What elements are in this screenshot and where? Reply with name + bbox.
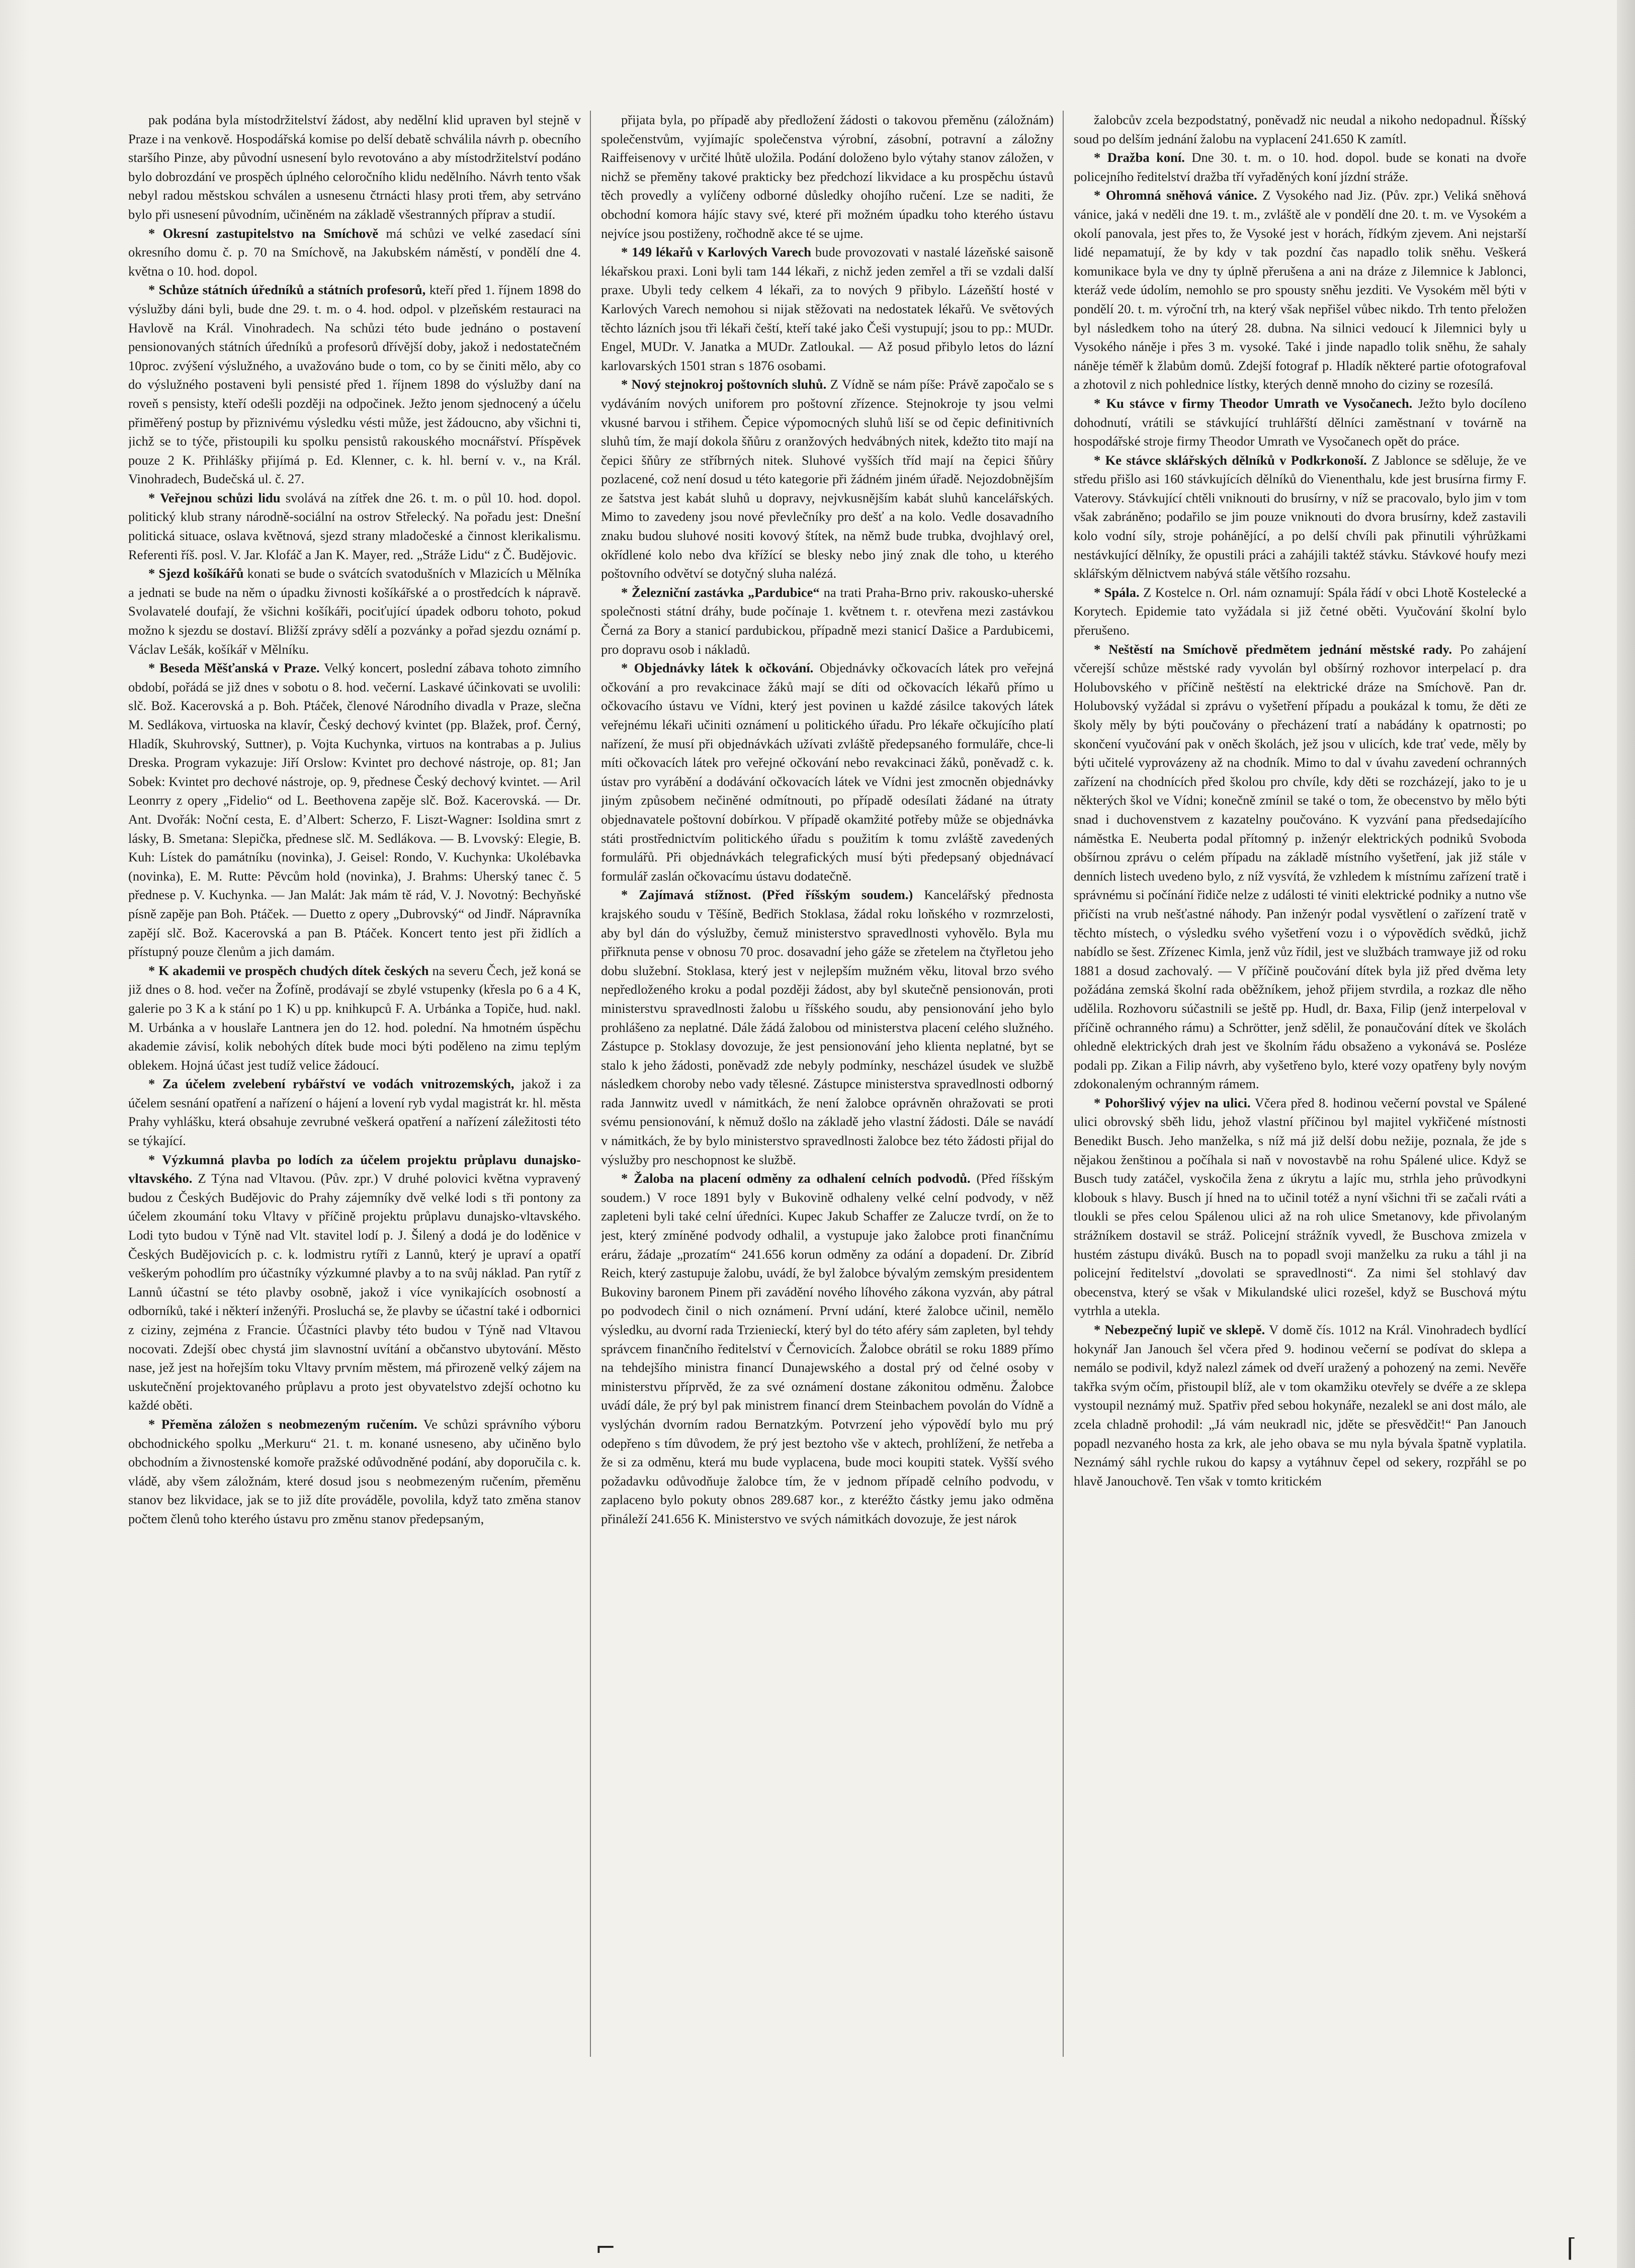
article-paragraph	[128, 1075, 581, 1150]
article-paragraph	[1074, 186, 1526, 394]
article-paragraph	[1074, 111, 1526, 148]
article-paragraph	[128, 111, 581, 224]
article-heading: * Nebezpečný lupič ve sklepě.	[1094, 1322, 1265, 1337]
article-text: Z Týna nad Vltavou. (Pův. zpr.) V druhé polovici května vypravený budou z Českých Budějovic do Prahy zájemníky dvě velké lodi s tři pontony za účelem zkoumání toku Vltavy v příčině projektu průplavu dunajsko-vltavského. Lodi tyto budou v Týně nad Vlt. stavitel lodí p. J. Šilený a dodá je do loděnice v Českých Budějovicích p. c. k. lodmistru rytíři z Lannů, který je upraví a opatří veškerým pohodlím pro účastníky výzkumné plavby a to na svůj náklad. Pan rytíř z Lannů účastní se této plavby osobně, jakož i více vynikajících osobností a odborníků, také i některí inženýři. Prosluchá se, že plavby se účastní také i odbornici z ciziny, zejména z Francie. Účastníci plavby této budou v Týně nad Vltavou nocovati. Zdejší obec chystá jim slavnostní uvítání a občanstvo ubytování. Město nase, jež jest na hořejším toku Vltavy prvním městem, má přirozeně velký zájem na uskutečnění projektovaného průplavu a proto jest obyvatelstvo zdejší ochotno ku každé oběti.	[128, 1171, 581, 1413]
column-divider-2	[1063, 111, 1064, 2057]
article-text: V domě čís. 1012 na Král. Vinohradech bydlící hokynář Jan Janouch šel včera před 9. hodinou večerní se podívat do sklepa a nemálo se podivil, když nalezl zámek od dveří uražený a pohozený na zemi. Nevěře takřka svým očím, přistoupil blíž, ale v tom okamžiku otevřely se dvéře a ze sklepa vystoupil neznámý muž. Spatřiv před sebou hokynáře, nezalekl se ani dost málo, ale zcela chladně prohodil: „Já vám neukradl nic, jděte se přesvědčit!“ Pan Janouch popadl nezvaného hosta za krk, ale jeho obava se mu nyla bývala špatně vyplatila. Neznámý sáhl rychle rukou do kapsy a vytáhnuv čepel od sekery, rozpřáhl se po hlavě Janouchově. Ten však v tomto kritickém	[1074, 1322, 1526, 1489]
article-heading: * Výzkumná plavba po lodích za účelem projektu průplavu dunajsko-vltavského.	[128, 1152, 581, 1186]
page-right-edge	[1617, 0, 1635, 2268]
article-heading: * Nový stejnokroj poštovních sluhů.	[621, 377, 827, 392]
article-paragraph	[128, 564, 581, 659]
article-paragraph	[1074, 394, 1526, 451]
article-paragraph	[128, 1415, 581, 1529]
article-text: má schůzi ve velké zasedací síni okresního domu č. p. 70 na Smíchově, na Jakubském náměstí, v pondělí dne 4. května o 10. hod. dopol.	[128, 225, 581, 279]
article-paragraph	[601, 111, 1054, 243]
article-heading: * Okresní zastupitelstvo na Smíchově	[148, 225, 379, 241]
text-column-1	[128, 111, 581, 2057]
article-text: pak podána byla místodržitelství žádost, aby nedělní klid upraven byl stejně v Praze i na venkově. Hospodářská komise po delší debatě schválila návrh p. obecního staršího Pinze, aby původní usnesení bylo revotováno a aby místodržitelství podáno bylo dobrozdání ve prospěch úplného celoročního klidu nedělního. Návrh tento však nebyl radou městskou schválen a usnesenu čtrnácti hlasy proti třem, aby setrváno bylo při usnesení původním, učiněném na základě všestranných příprav a studií.	[128, 112, 581, 222]
article-paragraph	[1074, 1321, 1526, 1491]
text-column-3	[1074, 111, 1526, 2057]
article-heading: * K akademii ve prospěch chudých dítek českých	[148, 963, 429, 978]
article-paragraph	[128, 489, 581, 564]
page-left-shadow	[0, 0, 30, 2268]
article-heading: * Železniční zastávka „Pardubice“	[621, 584, 820, 600]
article-paragraph	[128, 962, 581, 1075]
article-text: jakož i za účelem sesnání opatření a nařízení o hájení a lovení ryb vydal magistrát kr. hl. města Prahy vyhlášku, která obsahuje zevrubné veškerá opatření a nařízení záležitosti této se týkající.	[128, 1076, 581, 1149]
article-heading: * Za účelem zvelebení rybářství ve vodách vnitrozemských,	[148, 1076, 514, 1092]
article-text: přijata byla, po případě aby předložení žádosti o takovou přeměnu (záložnám) společenstvům, vyjímajíc společenstva výrobní, zásobní, potravní a záložny Raiffeisenovy v určité lhůtě uložila. Podání doloženo bylo výtahy stanov záložen, v nichž se přeměny takové prakticky bez předchozí likvidace a ku prospěchu ústavů těch provedly a vylíčeny odborné důsledky ohojího ručení. Lze se naditi, že obchodní komora hájíc stavy své, které při možném úpadku toho kterého ústavu nejvíce jsou postiženy, ročhodně akce té se ujme.	[601, 112, 1054, 241]
article-text: svolává na zítřek dne 26. t. m. o půl 10. hod. dopol. politický klub strany národně-sociální na ostrov Střelecký. Na pořadu jest: Dnešní politická situace, oslava květnová, sjezd strany mladočeské a činnost klerikalismu. Referenti říš. posl. V. Jar. Klofáč a Jan K. Mayer, red. „Stráže Lidu“ z Č. Budějovic.	[128, 490, 581, 562]
article-text: Včera před 8. hodinou večerní povstal ve Spálené ulici obrovský sběh lidu, jehož vlastní příčinou byl majitel vykřičené místnosti Benedikt Busch. Jeho manželka, s níž má již delší dobu nežije, poznala, že jde s nějakou ženštinou a počíhala si naň v novostavbě na rohu Spálené ulice. Když se Busch tudy zatáčel, vyskočila žena z úkrytu a lajíc mu, strhla jeho průvodkyni klobouk s hlavy. Busch jí hned na to učinil totéž a nyní všichni tři se začali rváti a tloukli se přes celou Spálenou ulici až na roh ulice Smetanovy, kde přivolaným strážníkem dostavil se stráž. Policejní strážník vyvedl, že Buschova zmizela v hustém zástupu diváků. Busch na to popadl svoji manželku za ruku a táhl ji na policejní ředitelství „dovolati se spravedlnosti“. Za nimi šel stohlavý dav obecenstva, který se však v Mikulandské ulici rozešel, když se Buschová mýtu vytrhla a utekla.	[1074, 1095, 1526, 1319]
article-heading: * Pohoršlivý výjev na ulici.	[1094, 1095, 1251, 1110]
article-paragraph	[128, 659, 581, 962]
article-paragraph	[601, 886, 1054, 1169]
article-paragraph	[128, 224, 581, 281]
article-heading: * Ke stávce sklářských dělníků v Podkrkonoší.	[1094, 452, 1367, 468]
article-paragraph	[1074, 1094, 1526, 1321]
article-text: (Před říšským soudem.) V roce 1891 byly v Bukovině odhaleny velké celní podvody, v něž zapleteni byli také celní úředníci. Kupec Jakub Schaffer ze Zalucze tvrdí, on že to jest, který zmíněné podvody odhalil, a vystupuje jako žalobce proti finančnímu eráru, žádaje „prozatím“ 241.656 korun odměny za odání a dopadení. Dr. Zibríd Reich, který zastupuje žalobu, uvádí, že byl žalobce bývalým zemským presidentem Bukoviny baronem Pinem při zavádění nového líhového zákona vyzván, aby pátral po podvodech činil o nich oznámení. První udání, které žalobce učinil, nemělo výsledku, au dvorní rada Trzienieckí, který byl do této aféry sám zapleten, byl tehdy správcem finančního ředitelství v Černovicích. Žalobce obrátil se roku 1889 přímo na tehdejšího ministra financí Dunajewského a dostal prý od čelné osoby v ministerstvu příprvěd, že za své oznámení dostane zákonitou odměnu. Žalobce uvádí dále, že prý byl pak ministrem financí drem Steinbachem povolán do Vídně a vyslýchán dvorním radou Bernatzkým. Potvrzení jeho výpovědí bylo mu prý odepřeno s tím důvodem, že prý jest beztoho vše v aktech, prohlížení, že netřeba a že si za odměnu, která mu bude vyplacena, bude moci koupiti statek. Vyšší svého požadavku odůvodňuje žalobce tím, že v jednom případě celního podvodu, v zaplaceno bylo pokuty obnos 289.687 kor., z kteréžto částky jemu jako odměna přináleží 241.656 K. Ministerstvo ve svých námitkách dovozuje, že jest nárok	[601, 1171, 1054, 1526]
article-paragraph	[128, 1151, 581, 1415]
article-text: žalobcův zcela bezpodstatný, poněvadž nic neudal a nikoho nedopadnul. Říšský soud po delším jednání žalobu na vyplacení 241.650 K zamítl.	[1074, 112, 1526, 146]
article-text: Po zahájení včerejší schůze městské rady vyvolán byl obšírný rozhovor interpelací p. dra Holubovského v příčině neštěstí na elektrické dráze na Smíchově. Pan dr. Holubovský vyžádal si zprávu o vyšetření případu a poukázal k tomu, že děti ze školy měly by býti poučovány o přecházení tratí a nabádány k opatrnosti; po skončení vyučování pak v oněch školách, jež jsou v ulicích, kde trať vede, měly by býti učitelé vyprovázeny až na chodník. Mimo to dal v úvahu zavedení ochranných zařízení na chodnících před školou pro chvíle, kdy děti se rozcházejí, jako to je u některých škol ve Vídni; konečně zmínil se také o tom, že obecenstvo by mělo býti snad i duchovenstvem z kazatelny poučováno. K vyzvání pana předsedajícího náměstka E. Neuberta podal přítomný p. inženýr elektrických podniků Svoboda obšírnou zprávu o celém případu na základě místního vyšetření, jak již stále v denních listech uvedeno bylo, z níž vysvítá, že vzhledem k místnímu zařízení tratě i správnému si počínání řidiče nelze z události té viniti elektrické podniky a nutno vše přičísti na vrub nešťastné náhody. Pan inženýr podal vysvětlení o zařízení tratě v těchto místech, o výsledku svého vyšetření vozu i o výpovědích svědků, jichž nabídlo se šest. Zřízenec Kimla, jenž vůz řídil, jest ve službách tramwaye již od roku 1881 a dosud zachovalý. — V příčině poučování dítek byla již před dvěma lety požádána zemská školní rada oběžníkem, jehož přijem stvrdila, a rozkaz dle něho udělila. Rozhovoru súčastnili se ještě pp. Hudl, dr. Baxa, Filip (jenž interpeloval v příčině ochranného rámu) a Schrötter, jenž sdělil, že ponaučování dítek ve školách ohledně elektrických drah jest ve školním řádu obsaženo a vykonává se. Posléze podali pp. Zikan a Filip návrh, aby vyšetřeno bylo, které vozy opatřeny byly novým zdokonaleným ochranným rámem.	[1074, 641, 1526, 1092]
article-heading: * Schůze státních úředníků a státních profesorů,	[148, 282, 426, 298]
article-paragraph	[601, 583, 1054, 659]
article-heading: * Dražba koní.	[1094, 150, 1185, 165]
article-heading: * Přeměna záložen s neobmezeným ručením.	[148, 1416, 417, 1432]
article-text: konati se bude o svátcích svatodušních v Mlazicích u Mělníka a jednati se bude na něm o úpadku živnosti košíkářské a o prostředcích k nápravě. Svolavatelé doufají, že všichni košíkáři, pociťující úpadek odboru tohoto, pokud možno k sjezdu se dostaví. Bližší zprávy sdělí a pozvánky a pořad sjezdu oznámí p. Václav Lešák, košíkář v Mělníku.	[128, 566, 581, 657]
article-text: Ježto bylo docíleno dohodnutí, vrátili se stávkující truhlářští dělníci zaměstnaní v továrně na hospodářské stroje firmy Theodor Umrath ve Vysočanech opět do práce.	[1074, 395, 1526, 449]
article-text: na severu Čech, jež koná se již dnes o 8. hod. večer na Žofíně, prodávají se zbylé vstupenky (křesla po 6 a 4 K, galerie po 3 K a k stání po 1 K) u pp. knihkupců F. A. Urbánka a Topiče, hud. nakl. M. Urbánka a v houslaře Lantnera jen do 12. hod. polední. Na hmotném úspěchu akademie závisí, kolik nebohých dítek bude moci býti poděleno na zimu teplým oblekem. Hojná účast jest tudíž velice žádoucí.	[128, 963, 581, 1073]
column-divider-1	[590, 111, 591, 2057]
article-heading: * Ku stávce v firmy Theodor Umrath ve Vysočanech.	[1094, 395, 1413, 411]
article-heading: * Žaloba na placení odměny za odhalení celních podvodů.	[621, 1171, 971, 1186]
article-text: kteří před 1. říjnem 1898 do výslužby dáni byli, bude dne 29. t. m. o 4. hod. odpol. v plzeňském restauraci na Havlově na Král. Vinohradech. Na schůzi této bude jednáno o postavení pensionovaných státních úředníků a profesorů dřívější doby, jakož i nedostatečném 10proc. zvýšení výslužného, a uvažováno bude o tom, co by se činiti mělo, aby co do výslužného postaveni byli pensisté před 1. říjnem 1898 do výslužby daní na roveň s pensisty, kteří odešli později na odpočinek. Ježto jenom sjednocený a účelu přiměřený postup by přiznivému výsledku vésti může, jest žádoucno, aby všichni ti, jichž se to týče, přistoupili ku spolku pensistů rakouského mocnářství. Příspěvek pouze 2 K. Přihlášky přijímá p. Ed. Klenner, c. k. hl. berní v. v., na Král. Vinohradech, Budečská ul. č. 27.	[128, 282, 581, 487]
article-heading: * Beseda Měšťanská v Praze.	[148, 660, 320, 676]
article-text: Z Kostelce n. Orl. nám oznamují: Spála řádí v obci Lhotě Kostelecké a Korytech. Epidemie tato vyžádala si již četné oběti. Vyučování školní bylo přerušeno.	[1074, 584, 1526, 638]
article-text: Dne 30. t. m. o 10. hod. dopol. bude se konati na dvoře policejního ředitelství dražba tří vyřaděných koní jízdní stráže.	[1074, 150, 1526, 184]
article-paragraph	[601, 375, 1054, 583]
article-text: Velký koncert, poslední zábava tohoto zimního období, pořádá se již dnes v sobotu o 8. hod. večerní. Laskavé účinkovati se uvolili: slč. Bož. Kacerovská a p. Boh. Ptáček, členové Národního divadla v Praze, slečna M. Sedlákova, virtuoska na klavír, Český dechový kvintet (pp. Blažek, prof. Černý, Hladík, Skuhrovský, Suttner), p. Vojta Kuchynka, virtuos na kontrabas a p. Julius Dreska. Program vykazuje: Jiří Orslow: Kvintet pro dechové nástroje, op. 81; Jan Sobek: Kvintet pro dechové nástroje, op. 9, přednese Český dechový kvintet. — Aril Leonrry z opery „Fidelio“ od L. Beethovena zapěje slč. Bož. Kacerovská. — Dr. Ant. Dvořák: Noční cesta, E. d’Albert: Scherzo, F. Liszt-Wagner: Isoldina smrt z lásky, B. Smetana: Slepička, přednese slč. M. Sedlákova. — B. Lvovský: Elegie, B. Kuh: Lístek do památníku (novinka), J. Geisel: Rondo, V. Kuchynka: Ukolébavka (novinka), E. M. Rutte: Pěvcům hold (novinka), J. Brahms: Uherský tanec č. 5 přednese p. V. Kuchynka. — Jan Malát: Jak mám tě rád, V. J. Novotný: Bechyňské písně zapěje pan Boh. Ptáček. — Duetto z opery „Dubrovský“ od Jindř. Nápravníka zapějí slč. Bož. Kacerovská a pan B. Ptáček. Koncert tento jest při židlích a přístupný pouze členům a jich damám.	[128, 660, 581, 959]
article-text: bude provozovati v nastalé lázeňské saisoně lékařskou praxi. Loni byli tam 144 lékaři, z nichž jeden zemřel a tři se vzdali další praxe. Ubyli tedy celkem 4 lékaři, za to nových 9 přibylo. Lázeňští hosté v Karlových Varech nemohou si nijak stěžovati na nedostatek lékařů. Ve světových těchto lázních jsou tři lékaři čeští, kteří také jako Češi vystupují; jsou to pp.: MUDr. Engel, MUDr. V. Janatka a MUDr. Zatloukal. — Až posud přibylo letos do lázní karlovarských 1501 stran s 1876 osobami.	[601, 244, 1054, 373]
article-paragraph	[128, 281, 581, 489]
article-heading: * Spála.	[1094, 584, 1140, 600]
article-heading: * Zajímavá stížnost. (Před říšským soudem.)	[621, 887, 913, 903]
article-paragraph	[1074, 583, 1526, 640]
article-paragraph	[1074, 451, 1526, 583]
article-text: Ve schůzi správního výboru obchodnického spolku „Merkuru“ 21. t. m. konané usneseno, aby učiněno bylo obchodním a živnostenské komoře pražské odůvodněné podání, aby doporučila c. k. vládě, aby všem záložnám, které dosud jsou s neobmezeným ručením, přeměnu stanov bez likvidace, jak se to již díte prováděle, povolila, když tato změna stanov počtem členů toho kterého ústavu pro změnu stanov předepsaným,	[128, 1416, 581, 1526]
article-text: Kancelářský přednosta krajského soudu v Těšíně, Bedřich Stoklasa, žádal roku loňského v rozmrzelosti, aby byl dán do výslužby, čemuž ministerstvo spravedlnosti vyhovělo. Byla mu přiřknuta pense v obnosu 70 proc. dosavadní jeho gáže se zřetelem na čtyřletou jeho dobu služební. Stoklasa, který jest v nejlepším mužném věku, litoval brzo svého nepředloženého kroku a podal později žádost, aby byl skutečně pensionován, proti ministerstvu spravedlnosti žalobu u říšského soudu, aby pensionování jeho bylo prohlášeno za neplatné. Dále žádá žalobou od ministerstva placení celého služného. Zástupce p. Stoklasy dovozuje, že jest pensionování jeho klienta neplatné, byt se stalo k jeho žádosti, poněvadž zde nebyly podmínky, nescházel úsudek ve službě následkem choroby nebo vady tělesné. Zástupce ministerstva spravedlnosti odborný rada Jannwitz uvedl v námitkách, že není žalobce oprávněn ohražovati se proti svému pensionování, k němuž došlo na základě jeho vlastní žádosti. Dále se navádí v námitkách, že by bylo ministerstvo spravedlnosti žalobce bez této žádosti přijal do výslužby pro neschopnost ke službě.	[601, 887, 1054, 1167]
newspaper-page	[116, 111, 1539, 2057]
text-column-2	[601, 111, 1054, 2057]
article-text: Z Vídně se nám píše: Právě započalo se s vydáváním nových uniforem pro poštovní zřízence. Stejnokroje ty jsou velmi vkusné barvou i střihem. Čepice výpomocných sluhů liší se od čepic definitivních sluhů tím, že mají dokola šňůru z oranžových hedvábných nitek, kdežto tito mají na čepici šňůry ze stříbrných nitek. Sluhové vyšších tříd mají na čepici šňůry pozlacené, což není dosud u této kategorie při žádném jiném úřadě. Nejozdobnějším ze šatstva jest kabát sluhů u dopravy, nejvkusnějším kabát sluhů kancelářských. Mimo to zavedeny jsou nové převlečníky pro dešť a na kolo. Vedle dosavadního znaku budou sluhové nositi kovový štítek, na němž bude trubka, dvojhlavý orel, okřídlené kolo nebo dva křížící se blesky nebo jiný znak dle toho, u kterého poštovního odvětví se dotyčný sluha nalézá.	[601, 377, 1054, 581]
article-heading: * Neštěstí na Smíchově předmětem jednání městské rady.	[1094, 641, 1452, 657]
article-paragraph	[1074, 640, 1526, 1094]
article-text: Objednávky očkovacích látek pro veřejná očkování a pro revakcinace žáků mají se díti od očkovacích lékařů přímo u očkovacího ústavu ve Vídni, který jest povinen u každé zásilce takových látek veřejnému lékaři učiniti oznámení u politického úřadu. Pro lékaře očkujícího platí nařízení, že musí při objednávkách užívati zvláště předepsaného formuláře, chce-li míti očkovacích látek pro veřejné očkování nebo revakcinaci žáků, poněvadž c. k. ústav pro vyrábění a dodávání očkovacích látek ve Vídni jest zmocněn objednávky jiným způsobem nečiněné odmítnouti, po případě odesílati žádané na útraty objednavatele poštovní dobírkou. V případě okamžité potřeby může se objednávka státi prostřednictvím politického úřadu s použitím k tomu zvláště zavedených formulářů. Při objednávkách telegrafických musí býti předepsaný objednávací formulář zaslán očkovacímu ústavu dodatečně.	[601, 660, 1054, 884]
article-text: Z Jablonce se sděluje, že ve středu přišlo asi 160 stávkujících dělníků do Vienenthalu, kde jest brusírna firmy F. Vaterovy. Stávkující chtěli vniknouti do brusírny, v níž se pracovalo, bylo jim v tom však zabráněno; podařilo se jim pouze vniknouti do dvora brusírny, kdež zastavili kolo vodní síly, stroje pohánějící, a po delší chvíli pak přinutili výhrůžkami nestávkující dělníky, že opustili práci a zahájili taktéž stávku. Stávkové houfy mezi sklářským dělnictvem nabývá stále většího rozsahu.	[1074, 452, 1526, 581]
article-heading: * 149 lékařů v Karlových Varech	[621, 244, 811, 260]
bottom-crop-mark: ⌐	[595, 2233, 616, 2262]
article-heading: * Objednávky látek k očkování.	[621, 660, 814, 676]
article-heading: * Ohromná sněhová vánice.	[1094, 188, 1257, 203]
article-heading: * Sjezd košíkářů	[148, 566, 244, 581]
article-paragraph	[601, 659, 1054, 886]
article-heading: * Veřejnou schůzi lidu	[148, 490, 281, 505]
article-text: Z Vysokého nad Jiz. (Pův. zpr.) Veliká sněhová vánice, jaká v neděli dne 19. t. m., zvláště ale v pondělí dne 20. t. m. ve Vysokém a okolí panovala, jest přes to, že Vysoké jest v horách, řídkým zjevem. Ani nejstarší lidé nepamatují, že by kdy v tak pozdní čas napadlo tolik sněhu. Veškerá komunikace byla ve dny ty úplně přerušena a ani na dráze z Jilemnice k Jablonci, kteráž vede údolím, nemohlo se pro spousty sněhu jezditi. Ve Vysokém měl býti v pondělí 20. t. m. výroční trh, na který však nepřišel vůbec nikdo. Trh tento přeložen byl následkem toho na úterý 28. dubna. Na silnici vedoucí k Jilemnici byly u Vysokého náněje i přes 3 m. vysoké. Také i jinde napadlo tolik sněhu, že sahaly náněje téměř k žlabům domů. Zdejší fotograf p. Hladík některé partie ofotografoval a zhotovil z nich pohlednice lístky, kterých denně mnoho do ciziny se rozesílá.	[1074, 188, 1526, 392]
article-paragraph	[601, 243, 1054, 375]
bottom-right-mark: ⌈	[1567, 2233, 1577, 2262]
article-text: na trati Praha-Brno priv. rakousko-uherské společnosti státní dráhy, bude počínaje 1. květnem t. r. otevřena mezi zastávkou Černá za Bory a stanicí pardubickou, případně mezi stanicí Dašice a Pardubicemi, pro dopravu osob i nákladů.	[601, 584, 1054, 657]
article-paragraph	[601, 1169, 1054, 1528]
article-paragraph	[1074, 148, 1526, 186]
